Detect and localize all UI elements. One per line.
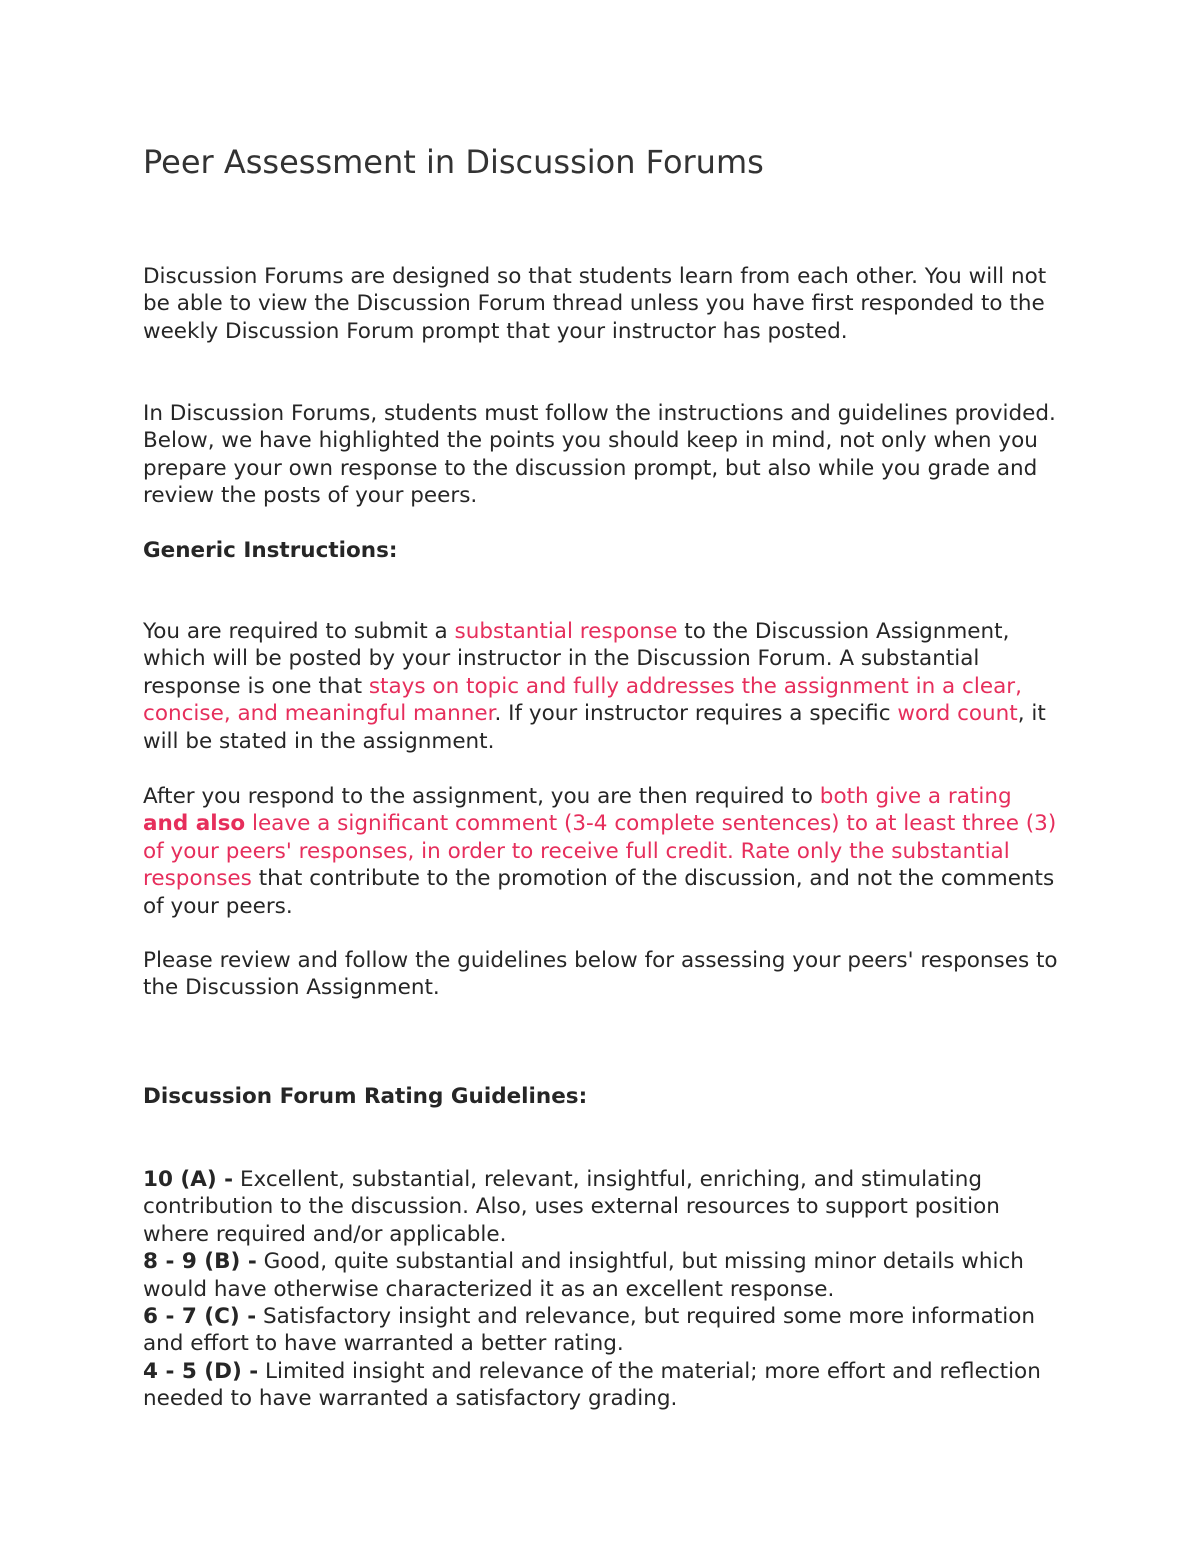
rating-grade-a: 10 (A) - bbox=[143, 1167, 234, 1192]
generic-p1-text-4: , it will be stated in the assignment. bbox=[143, 701, 1046, 754]
rating-item-c bbox=[143, 1303, 1058, 1358]
intro-paragraph-2: In Discussion Forums, students must follow the instructions and guidelines provided. Below, we have highlighted the points you should keep in mind, not only when you prepare your own response to the discussion prompt, but also while you grade and review the posts of your peers. bbox=[143, 401, 1056, 509]
rating-text-c: Satisfactory insight and relevance, but required some more information and effort to have warranted a better rating. bbox=[143, 1304, 1036, 1357]
generic-paragraph-3: Please review and follow the guidelines below for assessing your peers' responses to the Discussion Assignment. bbox=[143, 948, 1058, 1001]
rating-item-d bbox=[143, 1358, 1058, 1413]
highlight-word-count: word count bbox=[897, 701, 1018, 727]
highlight-substantial-response: substantial response bbox=[454, 619, 678, 644]
rating-list bbox=[143, 1166, 1058, 1413]
highlight-significant-comment: leave a significant comment (3-4 complete sentences) to at least three (3) of your peers' responses, in order to receive full credit. Rate only the substantial responses bbox=[143, 811, 1057, 892]
generic-p1-text-3: . If your instructor requires a specific bbox=[494, 701, 898, 727]
rating-text-a: Excellent, substantial, relevant, insightful, enriching, and stimulating contribution to the discussion. Also, uses external resources to support position where required and/or applicable. bbox=[143, 1167, 1000, 1247]
highlight-and-also: and also bbox=[143, 811, 246, 837]
generic-paragraph-2 bbox=[143, 783, 1058, 920]
generic-p2-text-1: After you respond to the assignment, you are then required to bbox=[143, 784, 820, 809]
rating-grade-d: 4 - 5 (D) - bbox=[143, 1358, 259, 1384]
highlight-stays-on-topic: stays on topic and fully addresses the assignment in a clear, concise, and meaningful manner bbox=[143, 673, 1022, 727]
generic-p1-text-2: to the Discussion Assignment, which will be posted by your instructor in the Discussion Forum. A substantial response is one that bbox=[143, 619, 1010, 699]
intro-paragraph-1: Discussion Forums are designed so that students learn from each other. You will not be able to view the Discussion Forum thread unless you have first responded to the weekly Discussion Forum prompt that your instructor has posted. bbox=[143, 264, 1047, 344]
rating-item-b bbox=[143, 1248, 1058, 1303]
rating-text-b: Good, quite substantial and insightful, but missing minor details which would have otherwise characterized it as an excellent response. bbox=[143, 1249, 1024, 1302]
generic-p1-text-1: You are required to submit a bbox=[143, 619, 455, 644]
page-title: Peer Assessment in Discussion Forums bbox=[143, 143, 764, 181]
generic-instructions-heading: Generic Instructions: bbox=[143, 538, 398, 563]
generic-p2-text-2: that contribute to the promotion of the discussion, and not the comments of your peers. bbox=[143, 866, 1055, 919]
highlight-both-give-rating: both give a rating bbox=[819, 784, 1012, 809]
rating-guidelines-heading: Discussion Forum Rating Guidelines: bbox=[143, 1084, 588, 1109]
rating-grade-b: 8 - 9 (B) - bbox=[143, 1249, 257, 1275]
generic-paragraph-1 bbox=[143, 618, 1058, 755]
rating-text-d: Limited insight and relevance of the material; more effort and reflection needed to have warranted a satisfactory grading. bbox=[143, 1358, 1041, 1412]
rating-item-a bbox=[143, 1166, 1058, 1248]
rating-grade-c: 6 - 7 (C) - bbox=[143, 1304, 257, 1330]
